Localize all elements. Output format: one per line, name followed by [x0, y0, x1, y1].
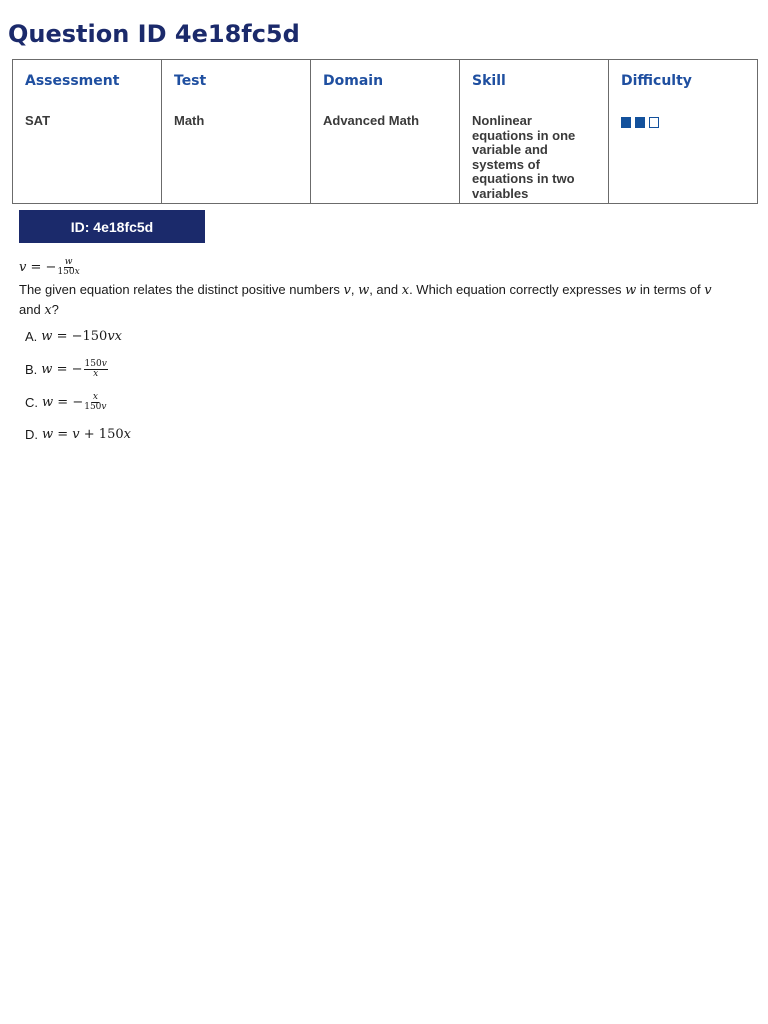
page-title: Question ID 4e18fc5d [8, 20, 300, 48]
test-value: Math [174, 113, 205, 128]
choice-b[interactable] [25, 360, 109, 379]
choice-a-equation: w = −150vx [41, 329, 123, 344]
question-id-banner: ID: 4e18fc5d [19, 210, 205, 243]
difficulty-cell [609, 60, 758, 204]
choice-a-letter: A. [25, 329, 38, 344]
choice-d[interactable] [25, 427, 131, 442]
choice-c-letter: C. [25, 395, 38, 410]
choice-d-letter: D. [25, 427, 38, 442]
choice-d-equation: w = v + 150x [42, 427, 131, 442]
choice-c[interactable] [25, 393, 108, 412]
difficulty-indicator [621, 117, 745, 128]
domain-header: Domain [323, 73, 384, 89]
domain-value: Advanced Math [323, 113, 420, 128]
difficulty-square-empty [649, 117, 659, 128]
skill-value: Nonlinear equations in one variable and systems of equations in two variables [472, 113, 576, 201]
test-cell [162, 60, 311, 204]
question-metadata-table [12, 59, 758, 204]
choice-b-equation: w = − $\frac{150v}{x}$ [41, 359, 107, 379]
choice-c-equation: w = − $\frac{x}{150v}$ [42, 392, 107, 412]
difficulty-square-filled [635, 117, 645, 128]
domain-cell [311, 60, 460, 204]
given-equation: v = − $\frac{w}{150x}$ [19, 257, 80, 277]
choice-b-letter: B. [25, 362, 38, 377]
assessment-cell [13, 60, 162, 204]
skill-cell [460, 60, 609, 204]
choice-a[interactable] [25, 329, 122, 344]
skill-header: Skill [472, 73, 506, 89]
test-header: Test [174, 73, 207, 89]
assessment-header: Assessment [25, 73, 120, 89]
difficulty-header: Difficulty [621, 73, 692, 89]
assessment-value: SAT [25, 113, 51, 128]
difficulty-square-filled [621, 117, 631, 128]
question-text: The given equation relates the distinct positive numbers v, w, and x. Which equation correctly expresses w in terms of v and x? [19, 282, 712, 318]
